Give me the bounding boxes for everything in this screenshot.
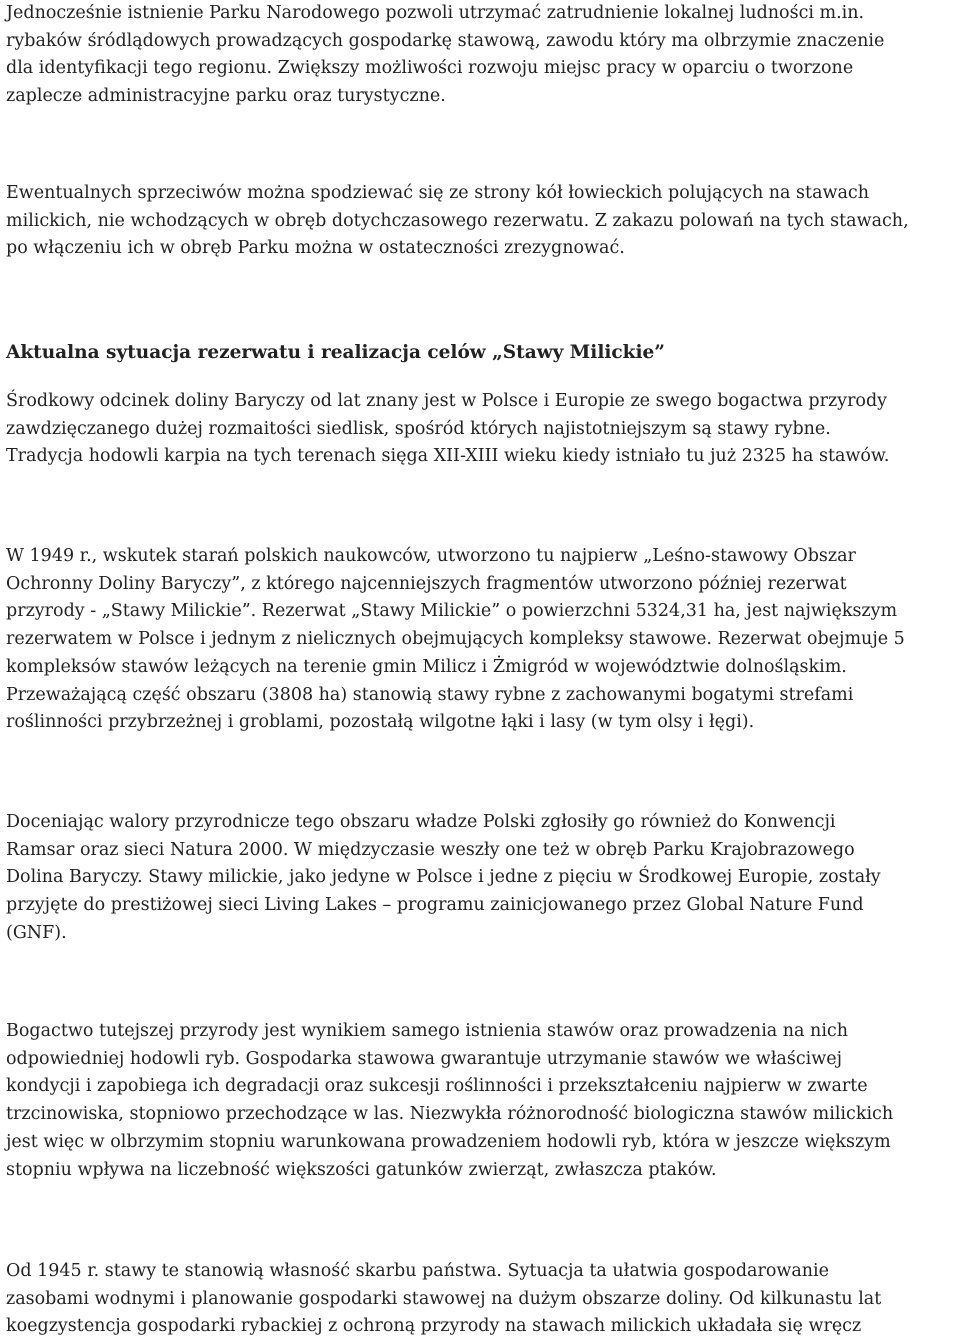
text-line: Doceniając walory przyrodnicze tego obszaru władze Polski zgłosiły go również do Konwencji: [6, 812, 836, 832]
paragraph-biodiversity: [6, 1018, 956, 1184]
text-line: zasobami wodnymi i planowanie gospodarki stawowej na dużym obszarze doliny. Od kilkunastu lat: [6, 1288, 882, 1309]
text-line: jest więc w olbrzymim stopniu warunkowana prowadzeniem hodowli ryb, która w jeszcze większym: [6, 1131, 891, 1152]
text-line: roślinności przybrzeżnej i groblami, pozostałą wilgotne łąki i lasy (w tym olsy i łęgi).: [6, 712, 755, 733]
text-line: Jednocześnie istnienie Parku Narodowego pozwoli utrzymać zatrudnienie lokalnej ludności m.in.: [6, 3, 865, 23]
text-line: Ramsar oraz sieci Natura 2000. W międzyczasie weszły one też w obręb Parku Krajobrazowego: [6, 839, 855, 860]
text-line: zawdzięczanego dużej rozmaitości siedlisk, spośród których najistotniejszym są stawy rybne.: [6, 418, 831, 439]
text-line: Ochronny Doliny Baryczy”, z którego najcenniejszych fragmentów utworzono później rezerwat: [6, 573, 847, 594]
text-line: rezerwatem w Polsce i jednym z nielicznych obejmujących kompleksy stawowe. Rezerwat obejmuje 5: [6, 629, 905, 650]
text-line: stopniu wpływa na liczebność większości gatunków zwierząt, zwłaszcza ptaków.: [6, 1159, 717, 1180]
paragraph-ownership: [6, 1258, 956, 1341]
text-line: Ewentualnych sprzeciwów można spodziewać się ze strony kół łowieckich polujących na stawach: [6, 183, 869, 203]
paragraph-valley: [6, 388, 956, 471]
text-line: Środkowy odcinek doliny Baryczy od lat znany jest w Polsce i Europie ze swego bogactwa przyrody: [6, 391, 888, 411]
text-line: (GNF).: [6, 922, 67, 943]
text-line: kompleksów stawów leżących na terenie gmin Milicz i Żmigród w województwie dolnośląskim.: [6, 656, 847, 677]
text-line: kondycji i zapobiega ich degradacji oraz sukcesji roślinności i przekształceniu najpierw w zwarte: [6, 1076, 868, 1097]
text-line: Bogactwo tutejszej przyrody jest wynikiem samego istnienia stawów oraz prowadzenia na nich: [6, 1021, 848, 1041]
text-line: Tradycja hodowli karpia na tych terenach sięga XII-XIII wieku kiedy istniało tu już 2325 ha stawów.: [6, 446, 890, 467]
text-line: przyjęte do prestiżowej sieci Living Lakes – programu zainicjowanego przez Global Nature Fund: [6, 895, 864, 916]
text-line: W 1949 r., wskutek starań polskich naukowców, utworzono tu najpierw „Leśno-stawowy Obszar: [6, 546, 856, 566]
section-heading: Aktualna sytuacja rezerwatu i realizacja celów „Stawy Milickie”: [6, 342, 665, 363]
text-line: Przeważającą część obszaru (3808 ha) stanowią stawy rybne z zachowanymi bogatymi strefami: [6, 684, 854, 705]
text-line: trzcinowiska, stopniowo przechodzące w las. Niezwykła różnorodność biologiczna stawów milickich: [6, 1104, 894, 1125]
text-line: zaplecze administracyjne parku oraz turystyczne.: [6, 86, 446, 107]
text-line: po włączeniu ich w obręb Parku można w ostateczności zrezygnować.: [6, 238, 625, 259]
text-line: Dolina Baryczy. Stawy milickie, jako jedyne w Polsce i jedne z pięciu w Środkowej Europie, zostały: [6, 867, 881, 888]
paragraph-objections: [6, 180, 956, 263]
text-line: koegzystencja gospodarki rybackiej z ochroną przyrody na stawach milickich układała się wręcz: [6, 1316, 862, 1337]
text-line: odpowiedniej hodowli ryb. Gospodarka stawowa gwarantuje utrzymanie stawów we właściwej: [6, 1048, 843, 1069]
text-line: rybaków śródlądowych prowadzących gospodarkę stawową, zawodu który ma olbrzymie znaczenie: [6, 30, 885, 51]
text-line: milickich, nie wchodzących w obręb dotychczasowego rezerwatu. Z zakazu polowań na tych stawach,: [6, 210, 909, 231]
text-line: dla identyfikacji tego regionu. Zwiększy możliwości rozwoju miejsc pracy w oparciu o tworzone: [6, 58, 854, 79]
text-line: Od 1945 r. stawy te stanowią własność skarbu państwa. Sytuacja ta ułatwia gospodarowanie: [6, 1261, 830, 1281]
paragraph-ramsar: [6, 809, 956, 948]
text-line: przyrody - „Stawy Milickie”. Rezerwat „Stawy Milickie” o powierzchni 5324,31 ha, jest największym: [6, 601, 898, 622]
paragraph-reserve-history: [6, 543, 956, 737]
paragraph-employment: [6, 0, 956, 111]
